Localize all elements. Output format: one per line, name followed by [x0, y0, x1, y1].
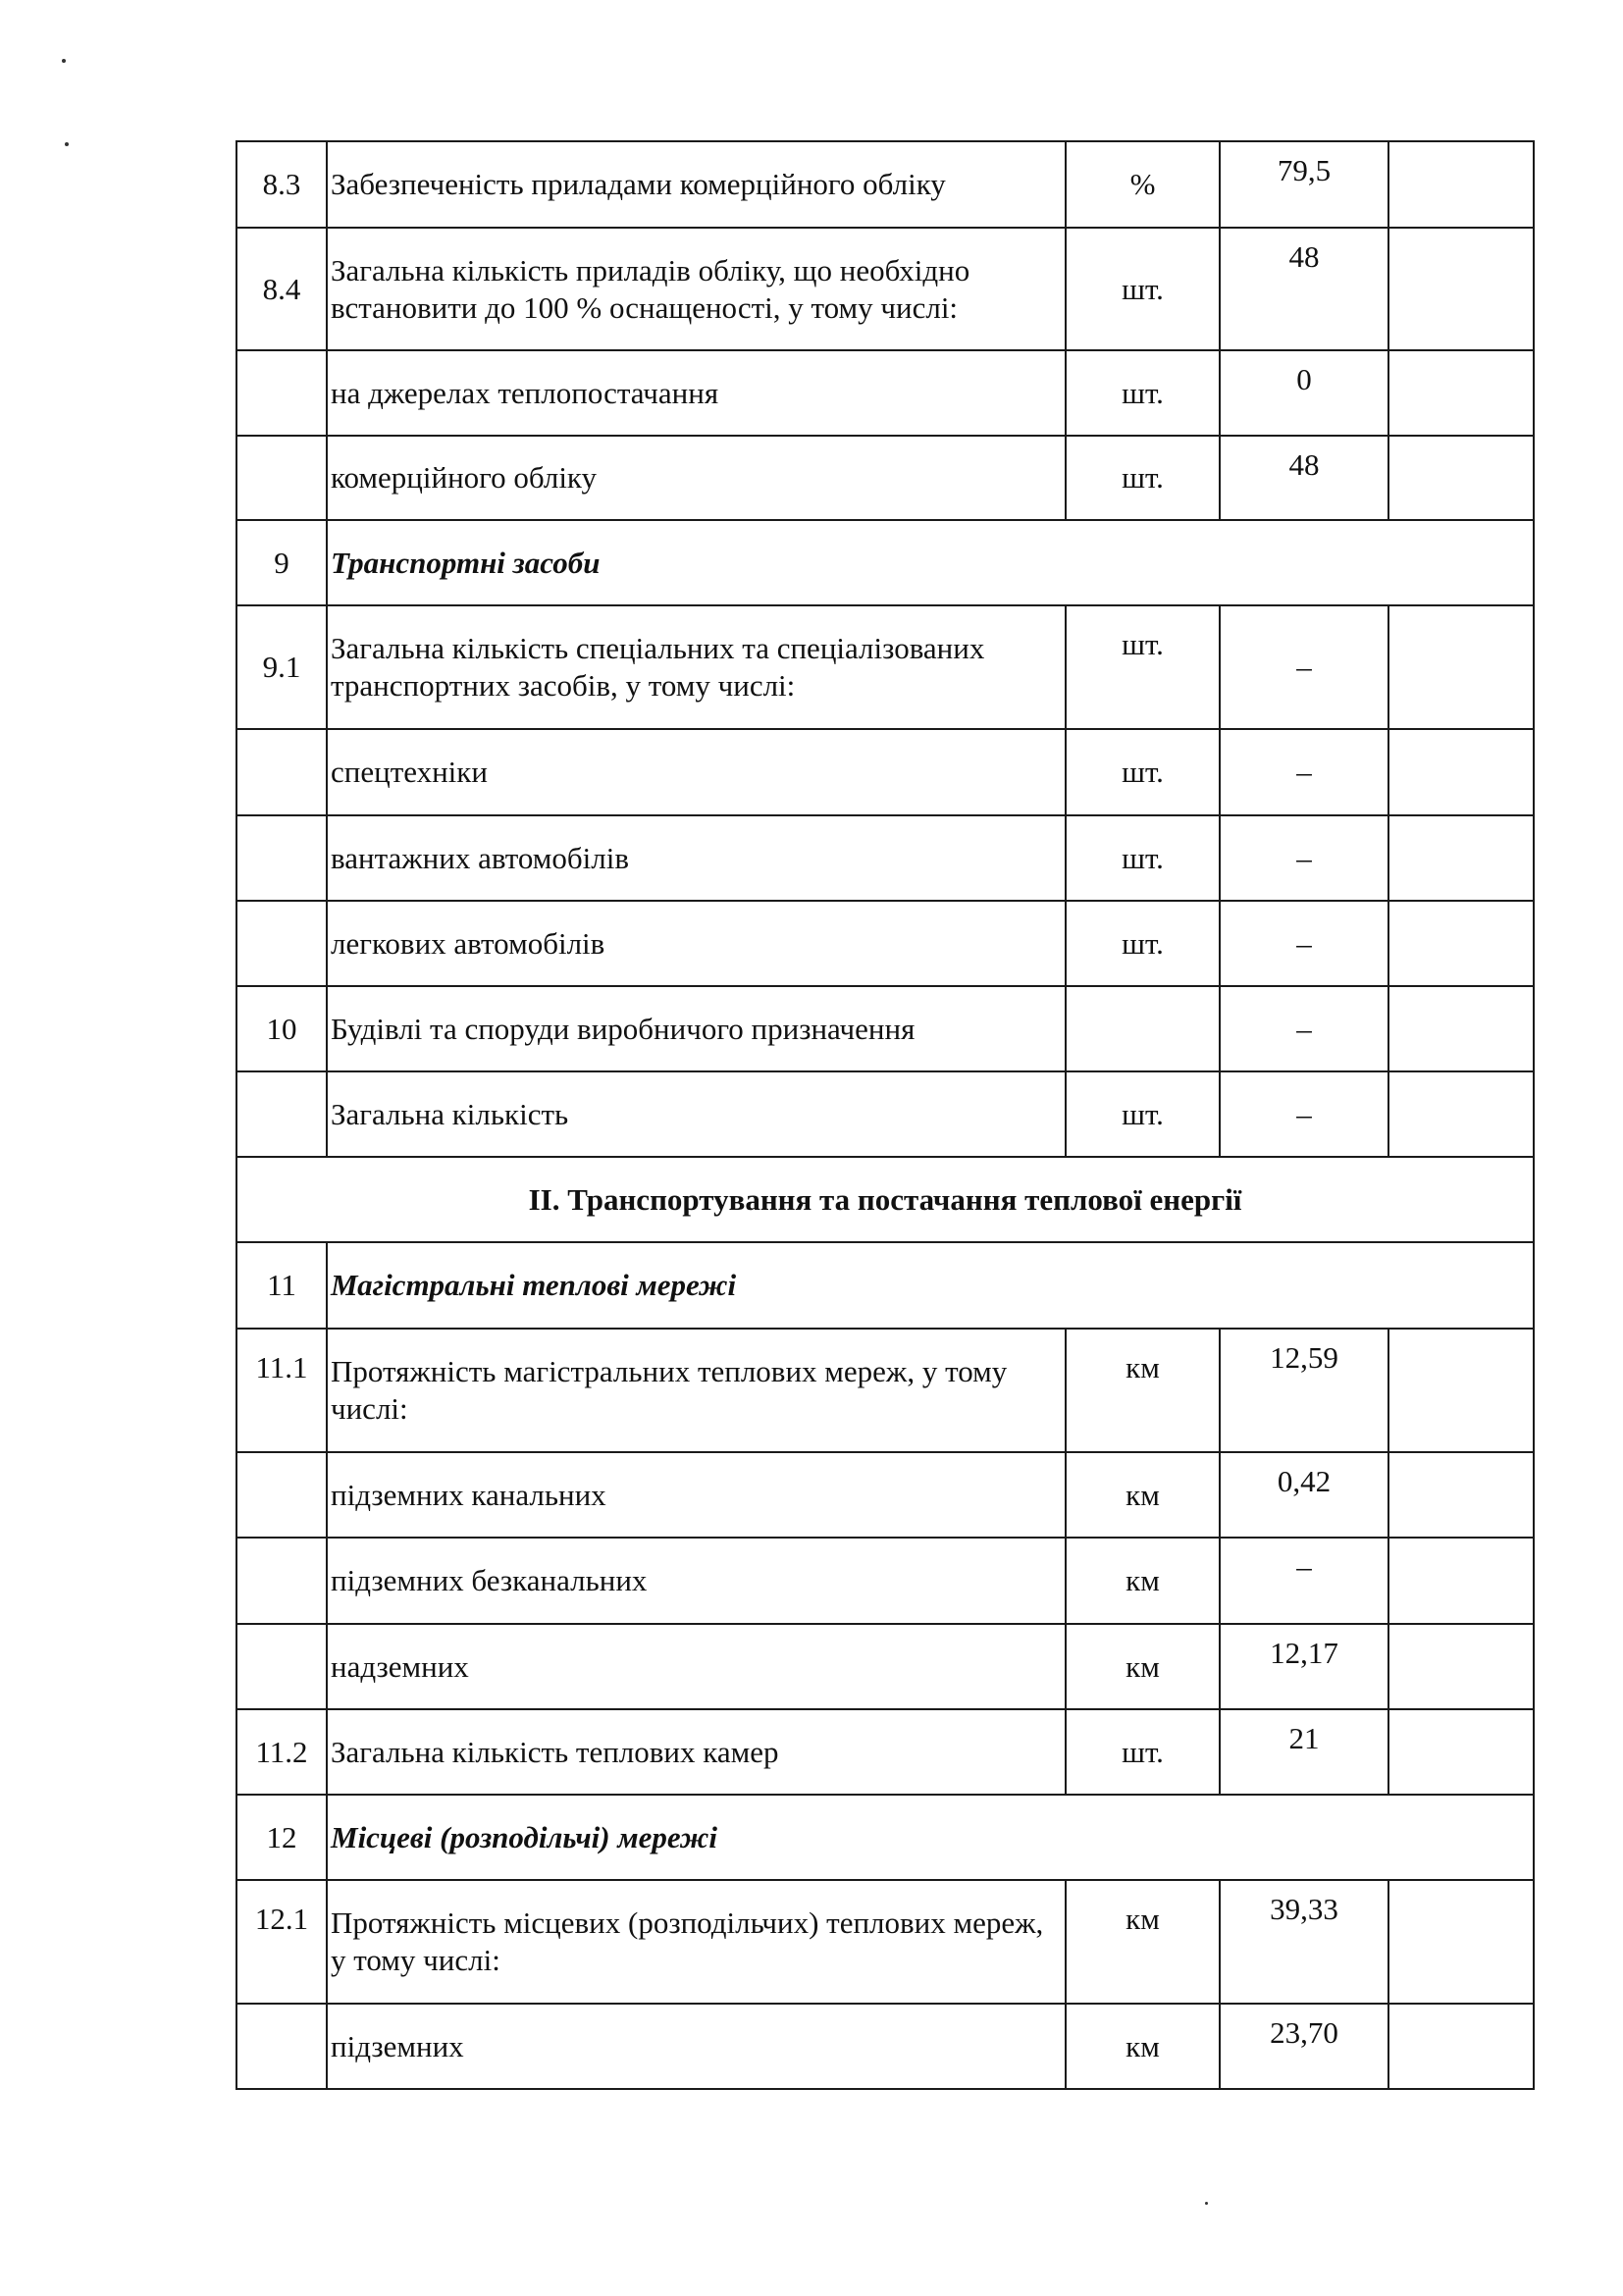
table-row [236, 141, 1534, 228]
row-number [236, 729, 327, 815]
row-unit: км [1066, 1624, 1220, 1709]
table-row [236, 1452, 1534, 1538]
row-unit: шт. [1066, 350, 1220, 436]
row-value: – [1220, 901, 1388, 986]
row-value: – [1220, 1071, 1388, 1157]
row-unit: км [1066, 1538, 1220, 1624]
row-description: легкових автомобілів [327, 901, 1066, 986]
scan-speck [1205, 2202, 1208, 2205]
row-value: 48 [1220, 228, 1388, 350]
row-extra-cell [1388, 1452, 1534, 1538]
row-description: Загальна кількість теплових камер [327, 1709, 1066, 1795]
row-extra-cell [1388, 1624, 1534, 1709]
section-number: 12 [236, 1795, 327, 1880]
table-row [236, 1880, 1534, 2004]
row-extra-cell [1388, 1709, 1534, 1795]
table-row [236, 901, 1534, 986]
row-description: Загальна кількість [327, 1071, 1066, 1157]
row-unit: шт. [1066, 228, 1220, 350]
row-unit: шт. [1066, 815, 1220, 901]
section-number: 11 [236, 1242, 327, 1329]
row-number: 11.1 [236, 1329, 327, 1452]
row-extra-cell [1388, 1880, 1534, 2004]
row-value: 39,33 [1220, 1880, 1388, 2004]
table-row [236, 605, 1534, 729]
row-value: – [1220, 815, 1388, 901]
row-value: – [1220, 1538, 1388, 1624]
table-row [236, 1709, 1534, 1795]
row-value: – [1220, 605, 1388, 729]
row-number [236, 436, 327, 520]
row-unit: шт. [1066, 605, 1220, 729]
scan-speck [62, 59, 66, 63]
row-number: 11.2 [236, 1709, 327, 1795]
row-description: Загальна кількість приладів обліку, що необхідно встановити до 100 % оснащеності, у тому числі: [327, 228, 1066, 350]
section-title: Транспортні засоби [327, 520, 1534, 605]
row-description: Загальна кількість спеціальних та спеціалізованих транспортних засобів, у тому числі: [327, 605, 1066, 729]
section-title: Магістральні теплові мережі [327, 1242, 1534, 1329]
row-extra-cell [1388, 228, 1534, 350]
table-row [236, 436, 1534, 520]
row-description: підземних безканальних [327, 1538, 1066, 1624]
row-unit [1066, 986, 1220, 1071]
row-value: 12,17 [1220, 1624, 1388, 1709]
row-value: 23,70 [1220, 2004, 1388, 2089]
part-heading-row [236, 1157, 1534, 1242]
row-description: надземних [327, 1624, 1066, 1709]
table-row [236, 1329, 1534, 1452]
row-unit: км [1066, 1329, 1220, 1452]
row-number: 9.1 [236, 605, 327, 729]
row-extra-cell [1388, 986, 1534, 1071]
row-description: спецтехніки [327, 729, 1066, 815]
row-value: 12,59 [1220, 1329, 1388, 1452]
section-row [236, 520, 1534, 605]
row-description: вантажних автомобілів [327, 815, 1066, 901]
row-description: підземних канальних [327, 1452, 1066, 1538]
row-unit: шт. [1066, 901, 1220, 986]
table-row [236, 729, 1534, 815]
row-unit: км [1066, 2004, 1220, 2089]
row-unit: шт. [1066, 729, 1220, 815]
row-number [236, 1624, 327, 1709]
row-unit: % [1066, 141, 1220, 228]
table-row [236, 2004, 1534, 2089]
row-number [236, 2004, 327, 2089]
table-row [236, 986, 1534, 1071]
row-number [236, 901, 327, 986]
row-extra-cell [1388, 1538, 1534, 1624]
row-number [236, 815, 327, 901]
row-extra-cell [1388, 436, 1534, 520]
row-extra-cell [1388, 2004, 1534, 2089]
row-description: на джерелах теплопостачання [327, 350, 1066, 436]
part-heading: ІІ. Транспортування та постачання теплової енергії [236, 1157, 1534, 1242]
row-description: Забезпеченість приладами комерційного обліку [327, 141, 1066, 228]
row-extra-cell [1388, 141, 1534, 228]
row-unit: шт. [1066, 1709, 1220, 1795]
row-unit: шт. [1066, 436, 1220, 520]
table-row [236, 1071, 1534, 1157]
table-row [236, 1538, 1534, 1624]
section-row [236, 1795, 1534, 1880]
indicators-table [236, 140, 1535, 2090]
row-extra-cell [1388, 1329, 1534, 1452]
row-description: Протяжність місцевих (розподільчих) теплових мереж, у тому числі: [327, 1880, 1066, 2004]
row-number: 8.4 [236, 228, 327, 350]
row-description: Будівлі та споруди виробничого призначення [327, 986, 1066, 1071]
row-extra-cell [1388, 901, 1534, 986]
row-value: 21 [1220, 1709, 1388, 1795]
row-value: – [1220, 729, 1388, 815]
table-row [236, 1624, 1534, 1709]
row-extra-cell [1388, 729, 1534, 815]
row-extra-cell [1388, 815, 1534, 901]
row-value: – [1220, 986, 1388, 1071]
row-unit: шт. [1066, 1071, 1220, 1157]
row-description: комерційного обліку [327, 436, 1066, 520]
row-extra-cell [1388, 1071, 1534, 1157]
row-number: 10 [236, 986, 327, 1071]
table-row [236, 815, 1534, 901]
row-description: підземних [327, 2004, 1066, 2089]
section-row [236, 1242, 1534, 1329]
row-value: 48 [1220, 436, 1388, 520]
row-value: 0 [1220, 350, 1388, 436]
row-value: 0,42 [1220, 1452, 1388, 1538]
section-title: Місцеві (розподільчі) мережі [327, 1795, 1534, 1880]
row-value: 79,5 [1220, 141, 1388, 228]
row-number: 8.3 [236, 141, 327, 228]
row-number [236, 1071, 327, 1157]
row-unit: км [1066, 1880, 1220, 2004]
table-row [236, 228, 1534, 350]
section-number: 9 [236, 520, 327, 605]
row-extra-cell [1388, 350, 1534, 436]
row-number [236, 1452, 327, 1538]
row-extra-cell [1388, 605, 1534, 729]
row-number [236, 1538, 327, 1624]
row-unit: км [1066, 1452, 1220, 1538]
row-number [236, 350, 327, 436]
row-number: 12.1 [236, 1880, 327, 2004]
scan-speck [65, 142, 69, 146]
table-row [236, 350, 1534, 436]
row-description: Протяжність магістральних теплових мереж, у тому числі: [327, 1329, 1066, 1452]
